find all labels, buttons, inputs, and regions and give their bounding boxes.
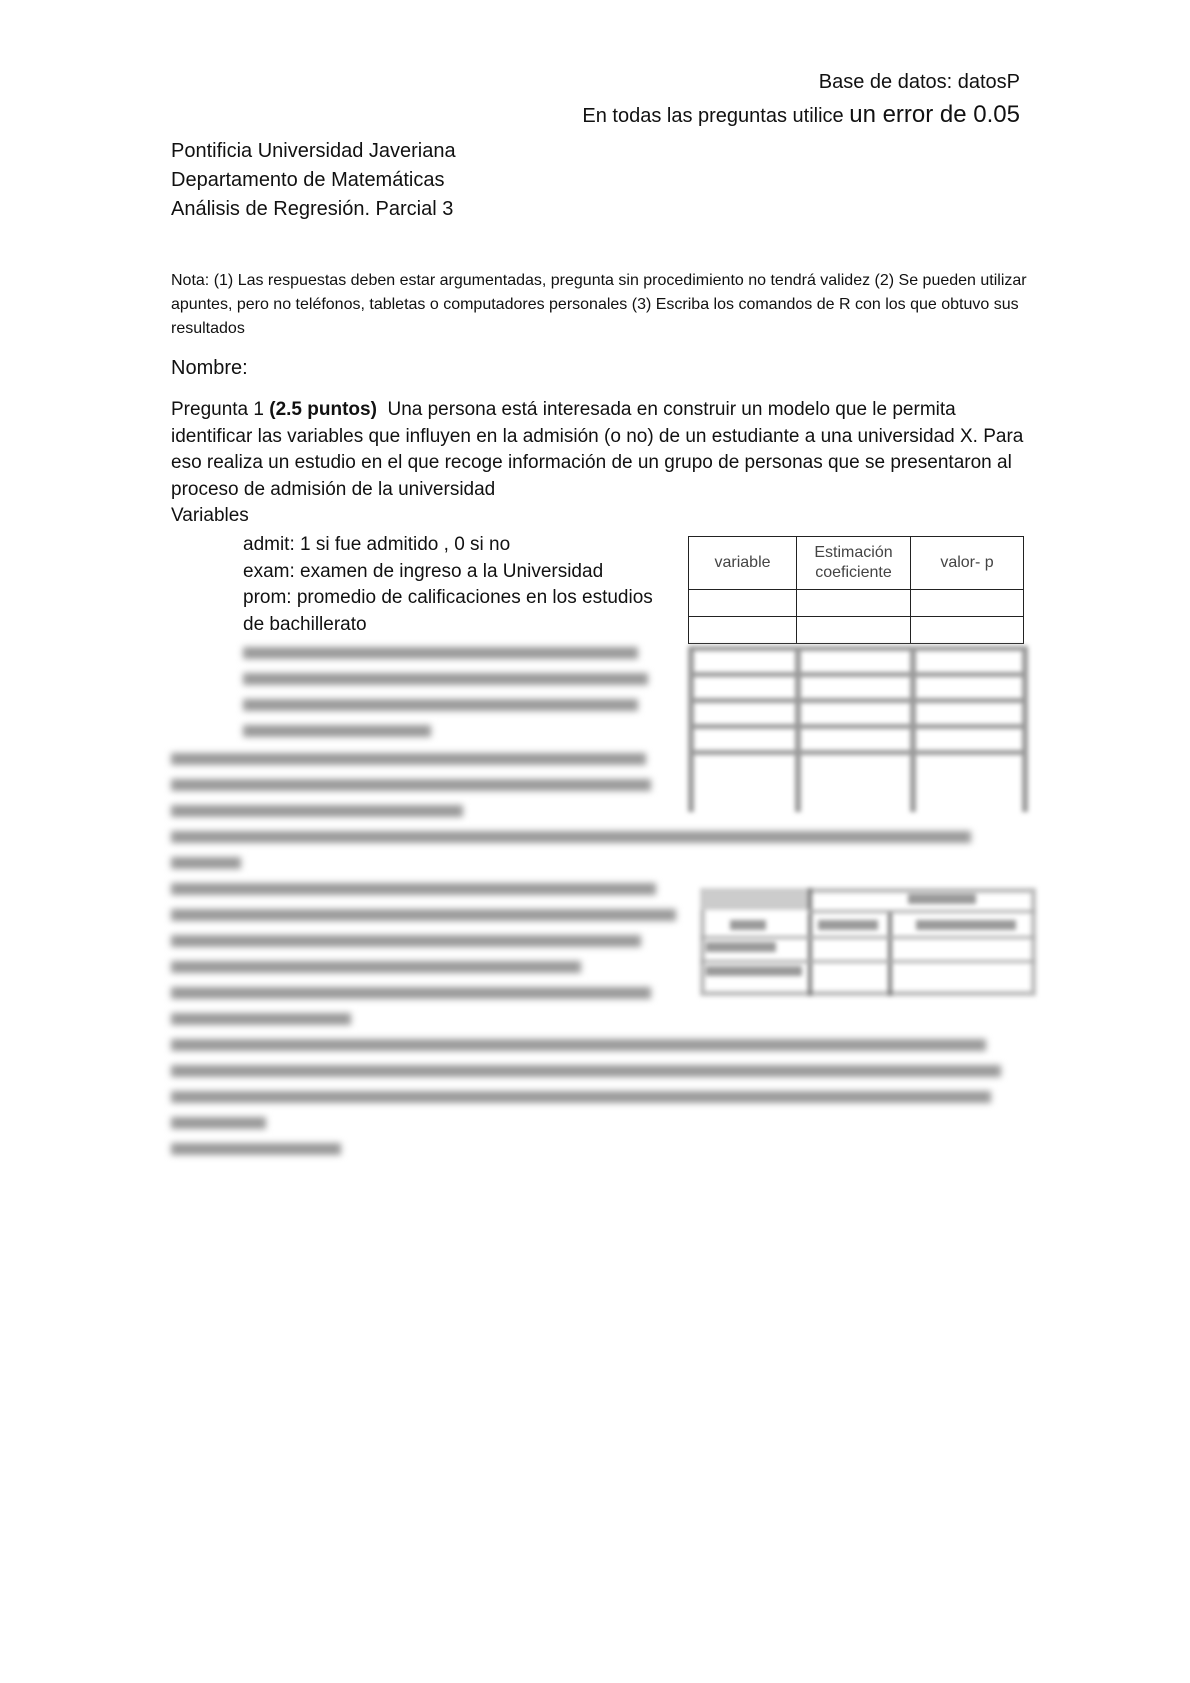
- coefficient-table-header: [689, 537, 1024, 590]
- exam-note: Nota: (1) Las respuestas deben estar argumentadas, pregunta sin procedimiento no tendrá validez (2) Se pueden utilizar apuntes, pero no teléfonos, tabletas o computadores personales (3) Escriba los comandos de R con los que obtuvo sus resultados: [171, 272, 1027, 337]
- table-cell[interactable]: [689, 590, 797, 617]
- variables-label: Variables: [171, 505, 249, 526]
- variable-list: [243, 532, 663, 638]
- table-row: [689, 617, 1024, 644]
- error-prefix: En todas las preguntas utilice: [582, 105, 850, 127]
- question-1-label: Pregunta 1: [171, 399, 270, 420]
- header-p-value: valor- p: [911, 537, 1024, 590]
- question-1-points: (2.5 puntos): [269, 399, 377, 420]
- error-value: un error de 0.05: [849, 101, 1020, 128]
- table-cell[interactable]: [797, 590, 911, 617]
- header-variable: variable: [689, 537, 797, 590]
- table-row: [689, 590, 1024, 617]
- database-label: Base de datos: datosP: [818, 71, 1020, 93]
- question-1: [171, 397, 1031, 530]
- variable-admit: admit: 1 si fue admitido , 0 si no: [243, 534, 511, 555]
- blurred-table-rows: [688, 646, 1028, 812]
- university-name: Pontificia Universidad Javeriana: [171, 140, 456, 162]
- blurred-confusion-matrix: [700, 888, 1036, 996]
- table-cell[interactable]: [689, 617, 797, 644]
- header-estimate: Estimación coeficiente: [797, 537, 911, 590]
- blurred-variable-text: [243, 640, 643, 751]
- course-title: Análisis de Regresión. Parcial 3: [171, 198, 454, 220]
- variable-exam: exam: examen de ingreso a la Universidad: [243, 560, 604, 582]
- table-cell[interactable]: [911, 590, 1024, 617]
- question-1-text: Una persona está interesada en construir un modelo que le permita identificar las variables que influyen en la admisión (o no) de un estudiante a una universidad X. Para eso realiza un estudio en el que recoge información de un grupo de personas que se presentaron al proceso de admisión de la universidad: [171, 399, 1024, 500]
- coefficient-table: [688, 536, 1024, 644]
- table-cell[interactable]: [911, 617, 1024, 644]
- variable-prom: prom: promedio de calificaciones en los estudios de bachillerato: [243, 587, 653, 635]
- name-label: Nombre:: [171, 357, 248, 379]
- error-instruction: [582, 101, 1020, 129]
- department-name: Departamento de Matemáticas: [171, 169, 445, 191]
- table-cell[interactable]: [797, 617, 911, 644]
